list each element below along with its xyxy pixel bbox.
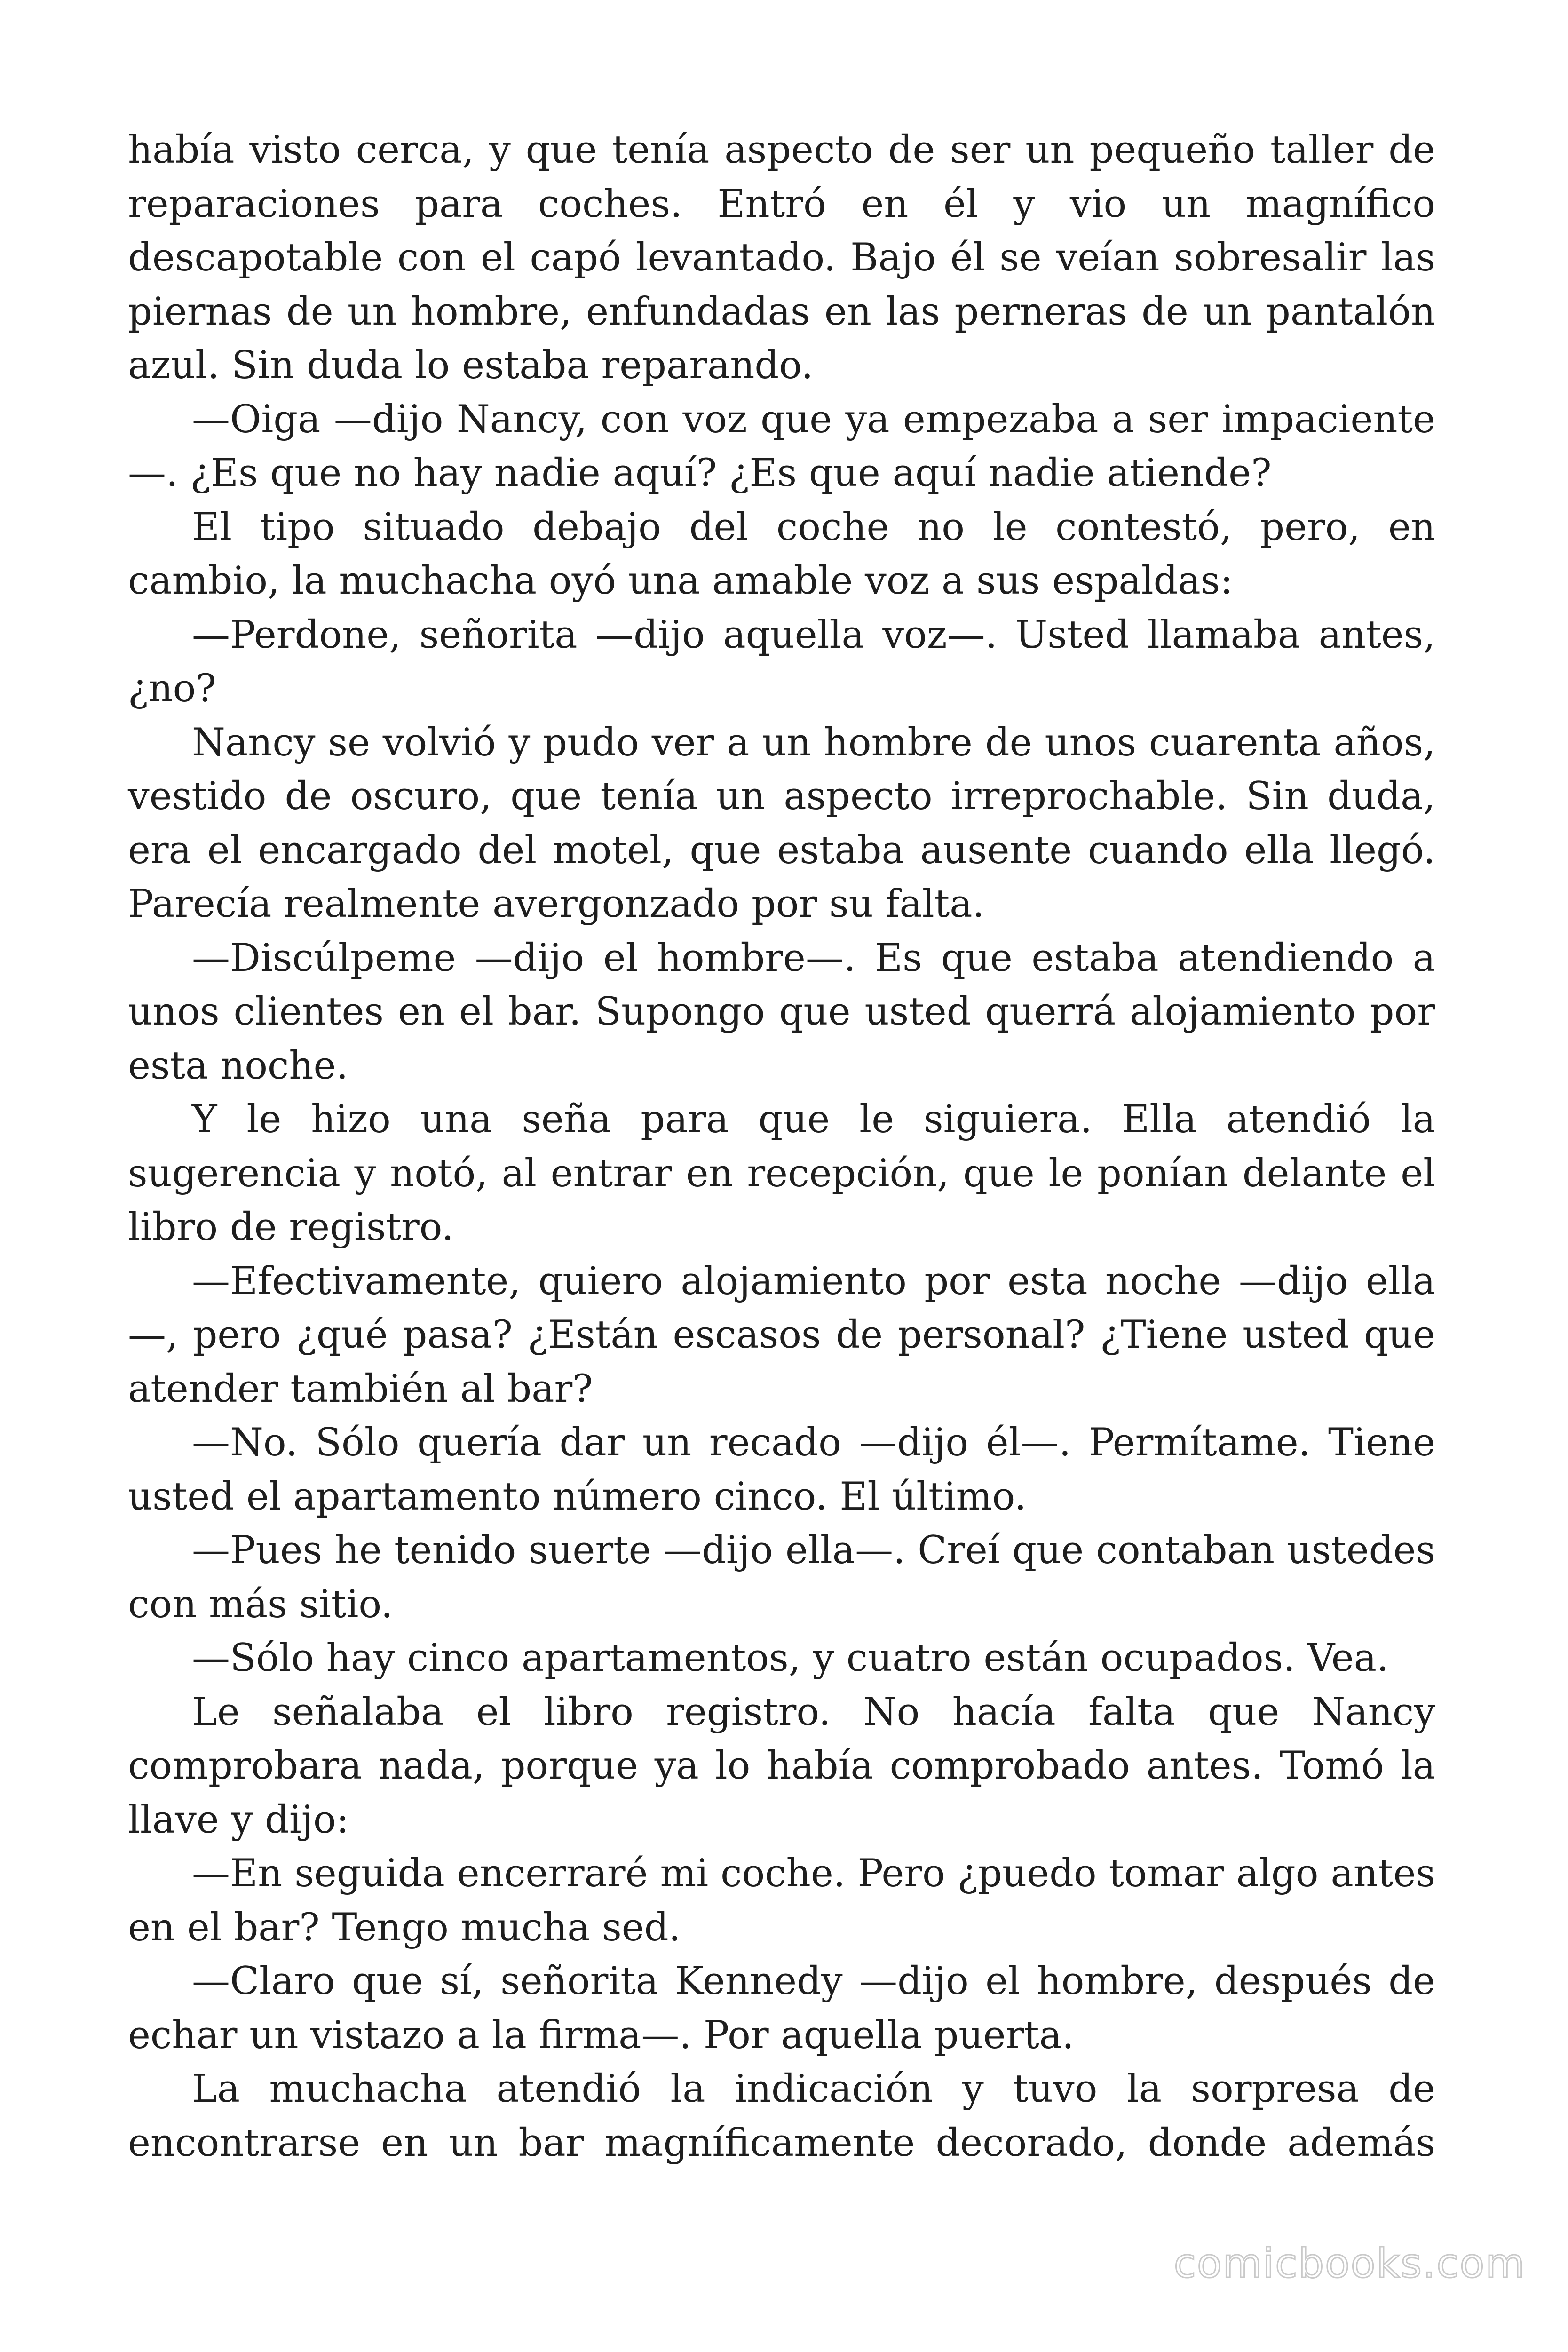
paragraph: —No. Sólo quería dar un recado —dijo él—. Permítame. Tiene usted el apartamento número cinco. El último.: [128, 1421, 1435, 1519]
paragraph: Nancy se volvió y pudo ver a un hombre de unos cuarenta años, vestido de oscuro, que tenía un aspecto irreprochable. Sin duda, era el encargado del motel, que estaba ausente cuando ella llegó. Parecía realmente avergonzado por su falta.: [128, 720, 1435, 926]
paragraph: El tipo situado debajo del coche no le contestó, pero, en cambio, la muchacha oyó una amable voz a sus espaldas:: [128, 505, 1435, 603]
paragraph: —Pues he tenido suerte —dijo ella—. Creí que contaban ustedes con más sitio.: [128, 1528, 1435, 1627]
paragraph: —Sólo hay cinco apartamentos, y cuatro están ocupados. Vea.: [192, 1636, 1389, 1680]
paragraph: —Perdone, señorita —dijo aquella voz—. Usted llamaba antes, ¿no?: [128, 612, 1435, 711]
page-text: [128, 123, 1435, 2170]
paragraph: —Claro que sí, señorita Kennedy —dijo el hombre, después de echar un vistazo a la firma—. Por aquella puerta.: [128, 1959, 1435, 2058]
paragraph: Y le hizo una seña para que le siguiera. Ella atendió la sugerencia y notó, al entrar en recepción, que le ponían delante el libro de registro.: [128, 1097, 1435, 1249]
paragraph: La muchacha atendió la indicación y tuvo la sorpresa de encontrarse en un bar magníficamente decorado, donde además: [128, 2067, 1435, 2165]
paragraph: Le señalaba el libro registro. No hacía falta que Nancy comprobara nada, porque ya lo había comprobado antes. Tomó la llave y dijo:: [128, 1690, 1435, 1842]
watermark: comicbooks.com: [1173, 2240, 1526, 2287]
paragraph: —Efectivamente, quiero alojamiento por esta noche —dijo ella —, pero ¿qué pasa? ¿Están escasos de personal? ¿Tiene usted que atender también al bar?: [128, 1259, 1435, 1411]
paragraph: había visto cerca, y que tenía aspecto de ser un pequeño taller de reparaciones para coches. Entró en él y vio un magnífico descapotable con el capó levantado. Bajo él se veían sobresalir las piernas de un hombre, enfundadas en las perneras de un pantalón azul. Sin duda lo estaba reparando.: [128, 128, 1435, 388]
paragraph: —Discúlpeme —dijo el hombre—. Es que estaba atendiendo a unos clientes en el bar. Supongo que usted querrá alojamiento por esta noche.: [128, 936, 1435, 1088]
paragraph: —En seguida encerraré mi coche. Pero ¿puedo tomar algo antes en el bar? Tengo mucha sed.: [128, 1851, 1435, 1950]
paragraph: —Oiga —dijo Nancy, con voz que ya empezaba a ser impaciente —. ¿Es que no hay nadie aquí? ¿Es que aquí nadie atiende?: [128, 397, 1435, 495]
